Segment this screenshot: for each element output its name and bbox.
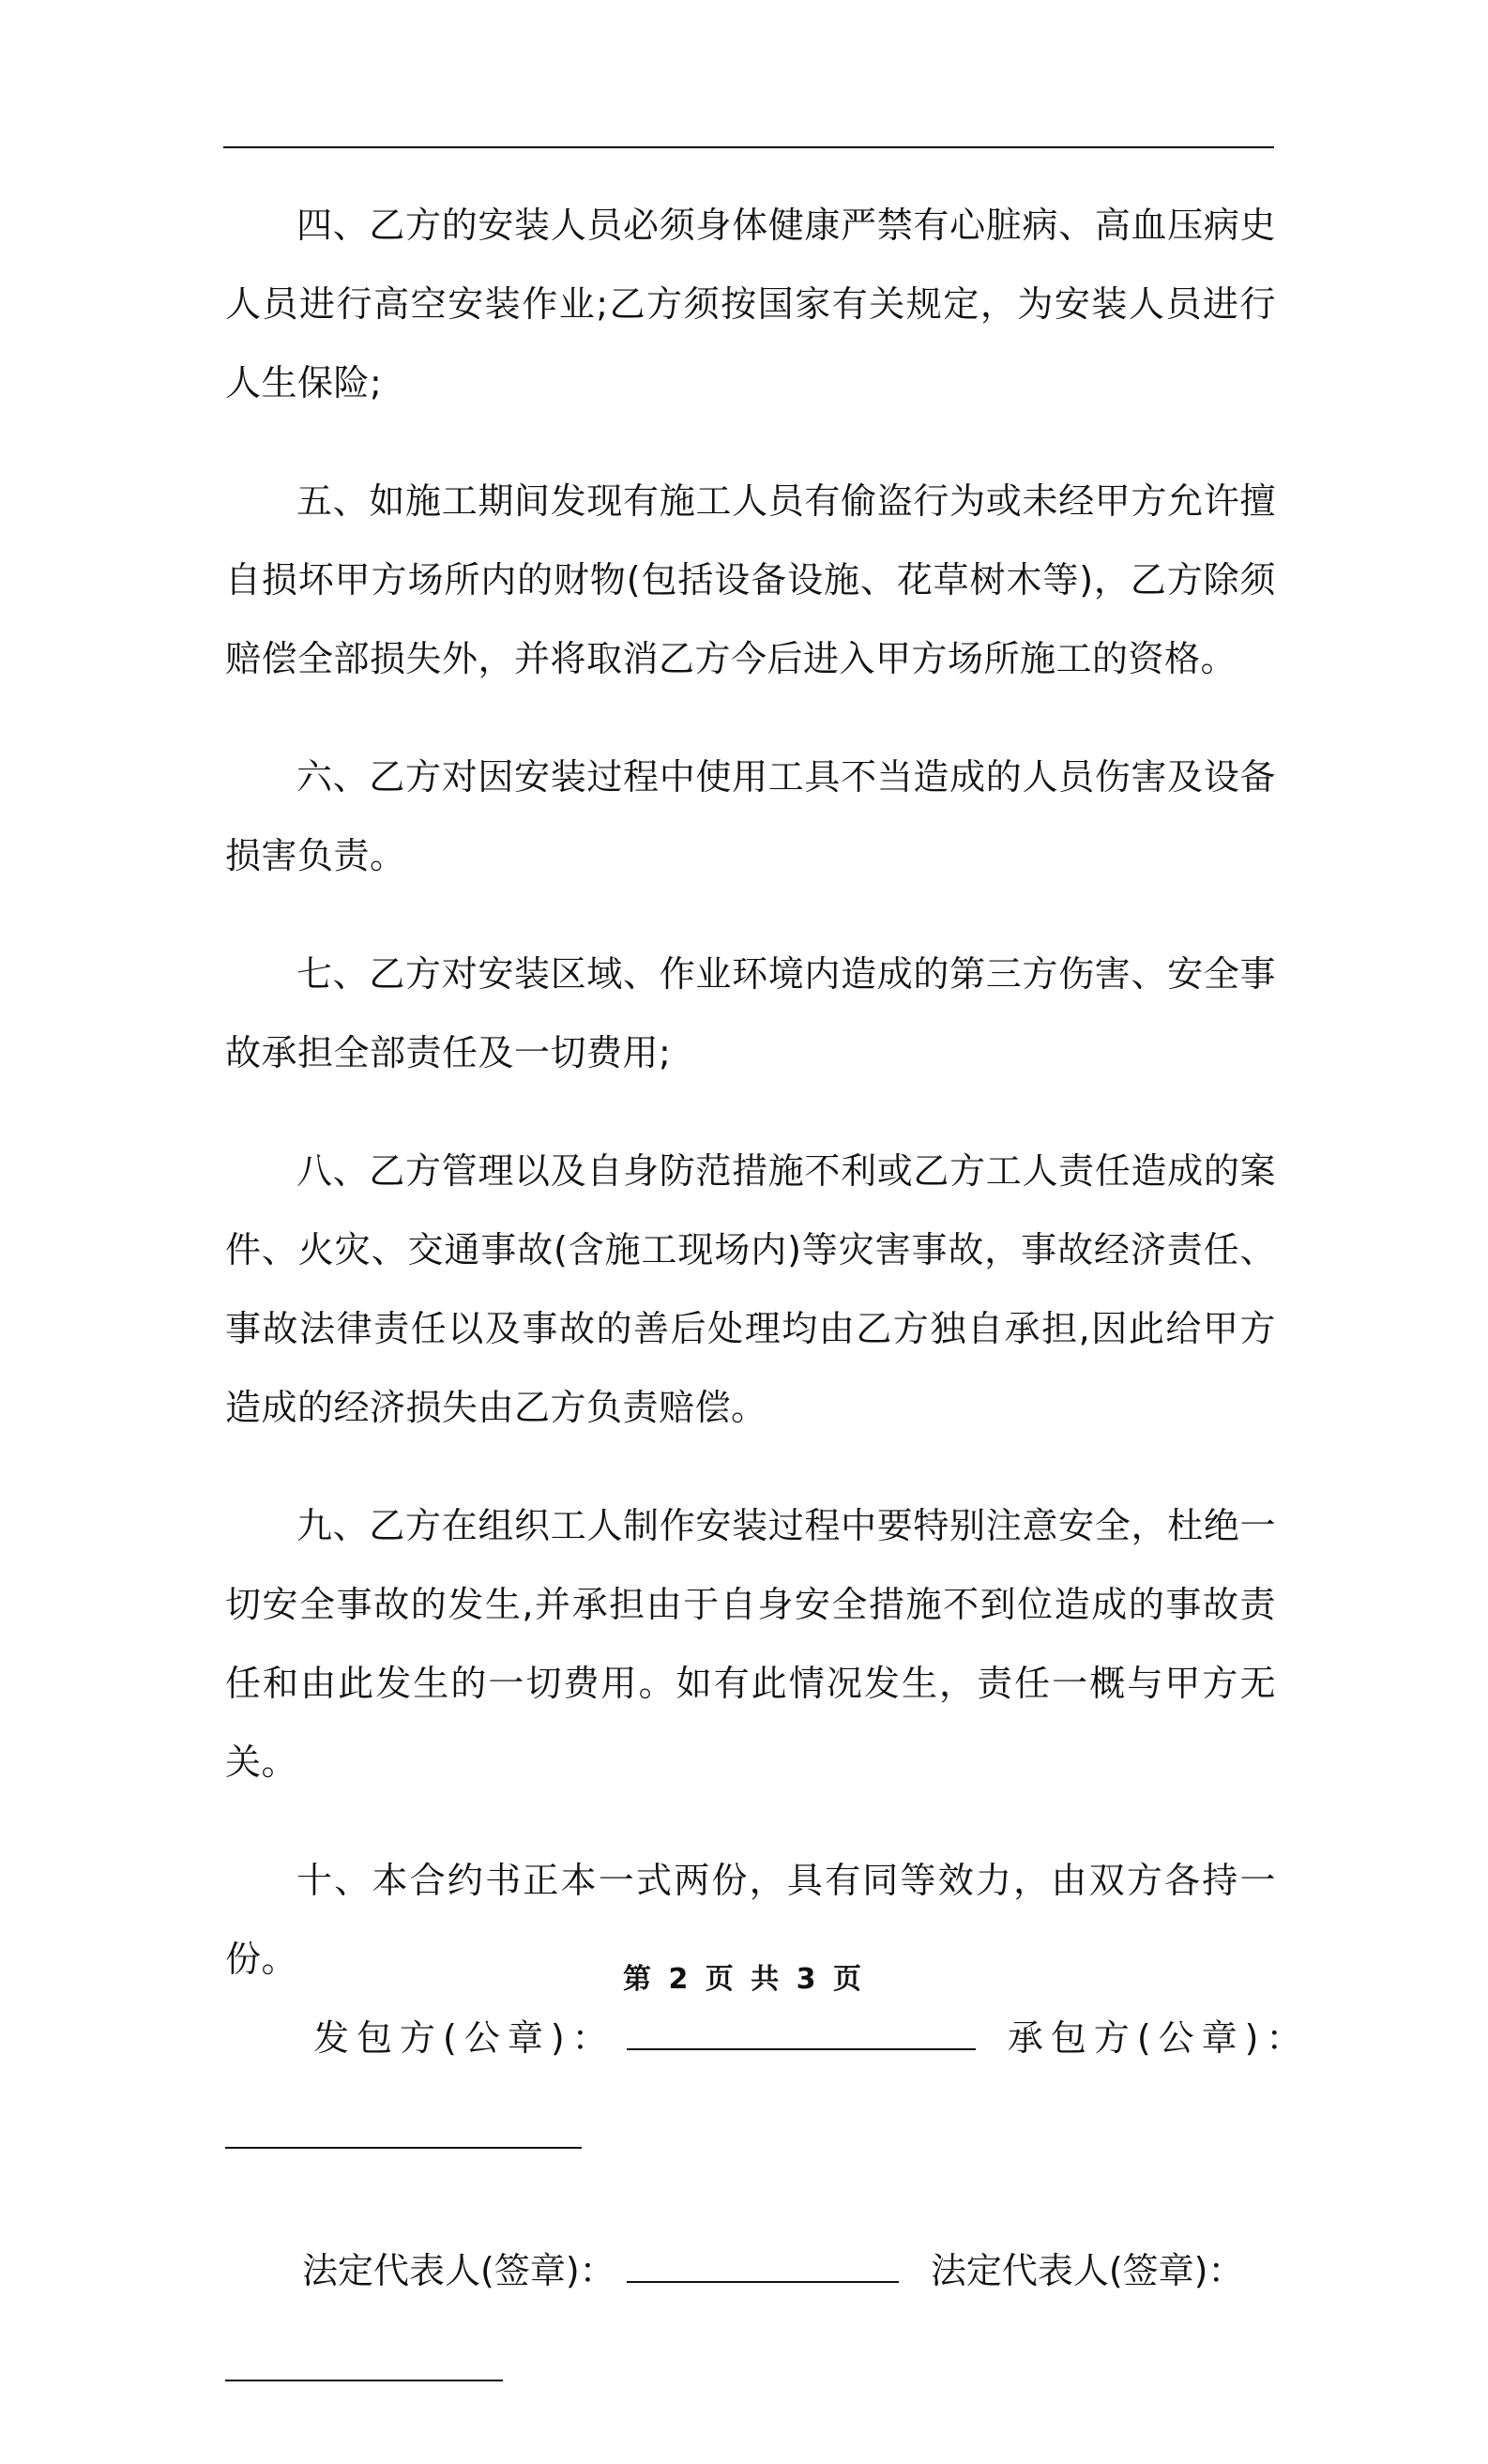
contractor-seal-blank-line	[225, 2119, 1276, 2156]
contractor-seal-blank	[225, 2119, 582, 2149]
header-divider	[223, 146, 1274, 148]
contractor-seal-label: 承包方(公章)：	[1007, 2017, 1310, 2059]
issuer-seal-blank	[627, 2020, 976, 2050]
issuer-seal-label: 发包方(公章)：	[313, 2017, 615, 2059]
clause-9: 九、乙方在组织工人制作安装过程中要特别注意安全，杜绝一切安全事故的发生,并承担由于自身安全措施不到位造成的事故责任和由此发生的一切费用。如有此情况发生，责任一概与甲方无关。	[225, 1505, 1276, 1783]
signature-row-representatives	[225, 2231, 1276, 2310]
clause-5: 五、如施工期间发现有施工人员有偷盗行为或未经甲方允许擅自损坏甲方场所内的财物(包括设备设施、花草树木等)，乙方除须赔偿全部损失外，并将取消乙方今后进入甲方场所施工的资格。	[225, 480, 1276, 679]
clause-4: 四、乙方的安装人员必须身体健康严禁有心脏病、高血压病史人员进行高空安装作业;乙方须按国家有关规定，为安装人员进行人生保险;	[225, 205, 1276, 403]
clause-6: 六、乙方对因安装过程中使用工具不当造成的人员伤害及设备损害负责。	[225, 756, 1276, 876]
contractor-rep-label: 法定代表人(签章)：	[930, 2250, 1244, 2291]
issuer-rep-blank	[627, 2253, 899, 2283]
signature-row-seals	[225, 1999, 1310, 2077]
page-number: 第 2 页 共 3 页	[623, 1963, 865, 1996]
clause-7: 七、乙方对安装区域、作业环境内造成的第三方伤害、安全事故承担全部责任及一切费用;	[225, 953, 1276, 1073]
clause-10: 十、本合约书正本一式两份，具有同等效力，由双方各持一份。	[225, 1860, 1276, 1980]
clause-8: 八、乙方管理以及自身防范措施不利或乙方工人责任造成的案件、火灾、交通事故(含施工现场内)等灾害事故，事故经济责任、事故法律责任以及事故的善后处理均由乙方独自承担,因此给甲方造成的经济损失由乙方负责赔偿。	[225, 1150, 1276, 1428]
contract-body	[225, 186, 1310, 2464]
contractor-rep-blank	[225, 2351, 503, 2381]
issuer-rep-label: 法定代表人(签章)：	[302, 2250, 615, 2291]
contractor-rep-blank-line	[225, 2351, 1276, 2389]
